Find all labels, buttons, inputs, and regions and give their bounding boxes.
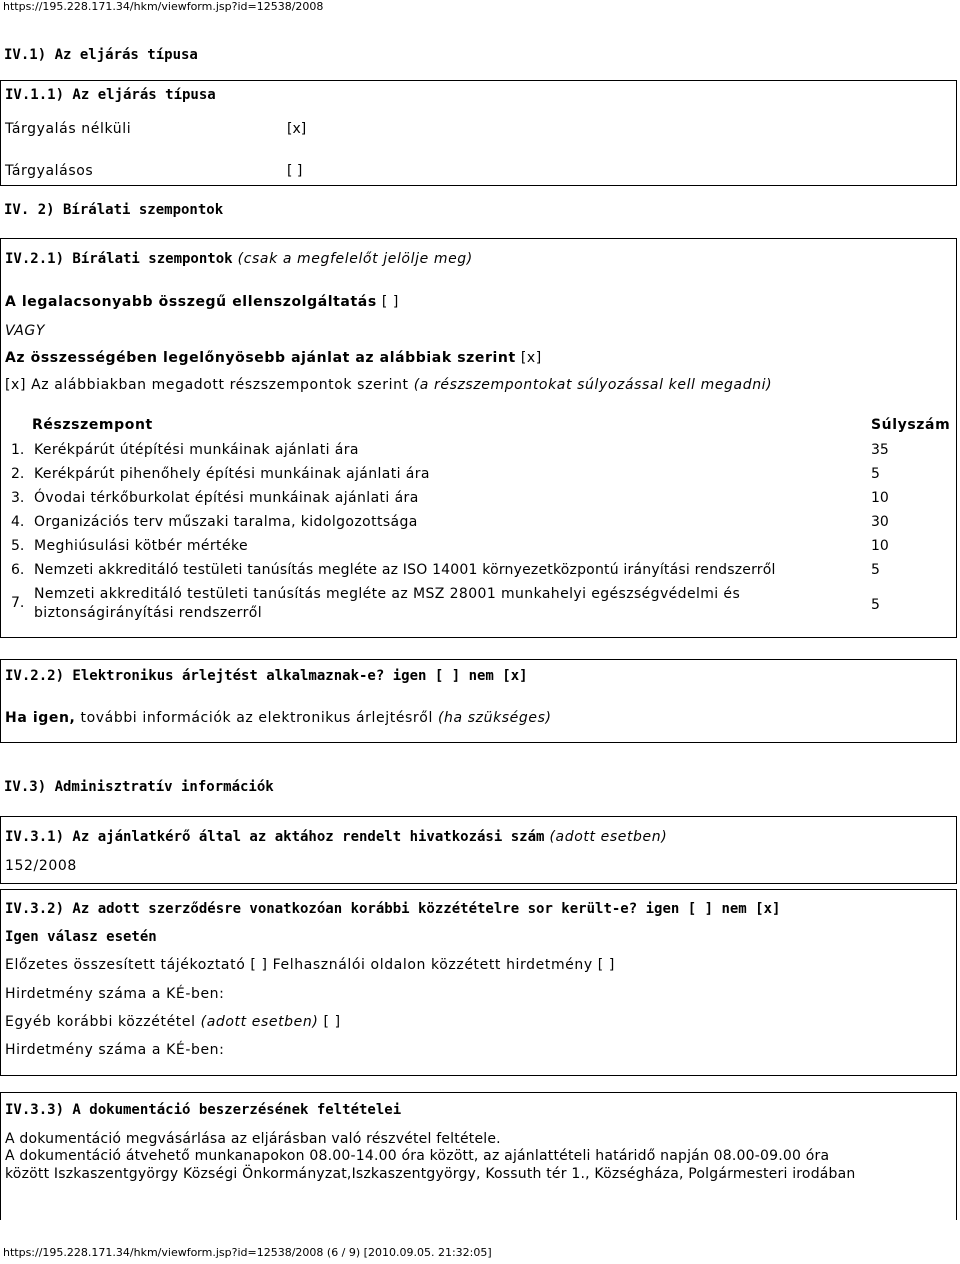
e-auction-info-bold: Ha igen,	[5, 710, 76, 726]
best-offer-mark: [x]	[520, 350, 542, 366]
e-auction-title: IV.2.2) Elektronikus árlejtést alkalmaznak-e? igen [ ] nem [x]	[5, 668, 528, 684]
footer-url: https://195.228.171.34/hkm/viewform.jsp?id=12538/2008 (6 / 9) [2010.09.05. 21:32:05]	[3, 1246, 492, 1259]
e-auction-info-text: további információk az elektronikus árlejtésről	[80, 710, 433, 726]
criteria-title: IV.2.1) Bírálati szempontok	[5, 251, 233, 267]
option-mark-negotiated: [ ]	[287, 163, 303, 179]
lowest-price-line	[5, 294, 399, 310]
section-iv2-title: IV. 2) Bírálati szempontok	[4, 202, 224, 218]
documentation-line-1: A dokumentáció megvásárlása az eljárásban való részvétel feltétele.	[5, 1131, 501, 1147]
best-offer-line	[5, 350, 542, 366]
criterion-weight: 5	[871, 466, 880, 482]
prelim-notice-line: Előzetes összesített tájékoztató [ ] Felhasználói oldalon közzétett hirdetmény [ ]	[5, 957, 615, 973]
lowest-price-label: A legalacsonyabb összegű ellenszolgáltatás	[5, 294, 377, 310]
notice-number-label-1: Hirdetmény száma a KÉ-ben:	[5, 986, 225, 1002]
previous-publication-box	[0, 889, 957, 1076]
sub-criteria-line	[5, 377, 772, 393]
best-offer-label: Az összességében legelőnyösebb ajánlat az alábbiak szerint	[5, 350, 516, 366]
criterion-weight: 30	[871, 514, 889, 530]
documentation-line-3: között Iszkaszentgyörgy Községi Önkormányzat,Iszkaszentgyörgy, Kossuth tér 1., Községháza, Polgármesteri irodában	[5, 1166, 856, 1182]
other-publication-line	[5, 1014, 341, 1030]
criterion-name: Kerékpárút útépítési munkáinak ajánlati ára	[34, 442, 359, 458]
header-url: https://195.228.171.34/hkm/viewform.jsp?id=12538/2008	[3, 0, 324, 13]
sub-criteria-mark: [x]	[5, 377, 27, 393]
criterion-name: Meghiúsulási kötbér mértéke	[34, 538, 248, 554]
option-label-negotiated: Tárgyalásos	[5, 163, 94, 179]
criterion-number: 3.	[11, 490, 25, 506]
criterion-name: Kerékpárút pihenőhely építési munkáinak ajánlati ára	[34, 466, 430, 482]
notice-number-label-2: Hirdetmény száma a KÉ-ben:	[5, 1042, 225, 1058]
criterion-name: Organizációs terv műszaki taralma, kidolgozottsága	[34, 514, 418, 530]
criteria-box	[0, 238, 957, 638]
weight-column-header: Súlyszám	[871, 417, 951, 433]
e-auction-info-line	[5, 710, 552, 726]
reference-number-box	[0, 816, 957, 884]
criterion-name: Óvodai térkőburkolat építési munkáinak ajánlati ára	[34, 490, 419, 506]
reference-title: IV.3.1) Az ajánlatkérő által az aktához rendelt hivatkozási szám	[5, 829, 545, 845]
criterion-number: 4.	[11, 514, 25, 530]
criterion-number: 7.	[11, 595, 25, 611]
sub-criteria-note: (a részszempontokat súlyozással kell megadni)	[413, 377, 773, 393]
criteria-column-header: Részszempont	[32, 417, 153, 433]
criterion-weight: 5	[871, 597, 880, 613]
criterion-number: 1.	[11, 442, 25, 458]
reference-note: (adott esetben)	[549, 829, 668, 845]
criterion-name: Nemzeti akkreditáló testületi tanúsítás megléte az ISO 14001 környezetközpontú irányítási rendszerről	[34, 562, 776, 578]
documentation-line-2: A dokumentáció átvehető munkanapokon 08.00-14.00 óra között, az ajánlattételi határidő napján 08.00-09.00 óra	[5, 1148, 830, 1164]
procedure-type-title: IV.1.1) Az eljárás típusa	[5, 87, 216, 103]
reference-title-line	[5, 829, 667, 845]
section-iv1-title: IV.1) Az eljárás típusa	[4, 47, 198, 63]
documentation-title: IV.3.3) A dokumentáció beszerzésének feltételei	[5, 1102, 402, 1118]
or-label: VAGY	[5, 323, 46, 339]
criterion-weight: 5	[871, 562, 880, 578]
criterion-weight: 10	[871, 490, 889, 506]
option-mark-no-negotiation: [x]	[287, 121, 307, 137]
option-label-no-negotiation: Tárgyalás nélküli	[5, 121, 132, 137]
lowest-price-mark: [ ]	[381, 294, 399, 310]
e-auction-info-note: (ha szükséges)	[438, 710, 552, 726]
other-publication-mark: [ ]	[323, 1014, 341, 1030]
criterion-number: 2.	[11, 466, 25, 482]
section-iv3-title: IV.3) Adminisztratív információk	[4, 779, 274, 795]
criterion-name-continued: biztonságirányítási rendszerről	[34, 605, 262, 621]
yes-case-label: Igen válasz esetén	[5, 929, 157, 945]
other-publication-label: Egyéb korábbi közzététel	[5, 1014, 196, 1030]
previous-publication-title: IV.3.2) Az adott szerződésre vonatkozóan korábbi közzétételre sor került-e? igen [ ] nem [x]	[5, 901, 781, 917]
documentation-box	[0, 1092, 957, 1220]
procedure-type-box	[0, 80, 957, 186]
sub-criteria-label: Az alábbiakban megadott részszempontok szerint	[31, 377, 409, 393]
reference-value: 152/2008	[5, 858, 77, 874]
criterion-weight: 10	[871, 538, 889, 554]
other-publication-note: (adott esetben)	[200, 1014, 319, 1030]
criterion-number: 6.	[11, 562, 25, 578]
criterion-name: Nemzeti akkreditáló testületi tanúsítás megléte az MSZ 28001 munkahelyi egészségvédelmi és	[34, 586, 741, 602]
criterion-number: 5.	[11, 538, 25, 554]
criteria-title-note: (csak a megfelelőt jelölje meg)	[237, 251, 473, 267]
criteria-title-line	[5, 251, 473, 267]
e-auction-box	[0, 659, 957, 743]
criterion-weight: 35	[871, 442, 889, 458]
